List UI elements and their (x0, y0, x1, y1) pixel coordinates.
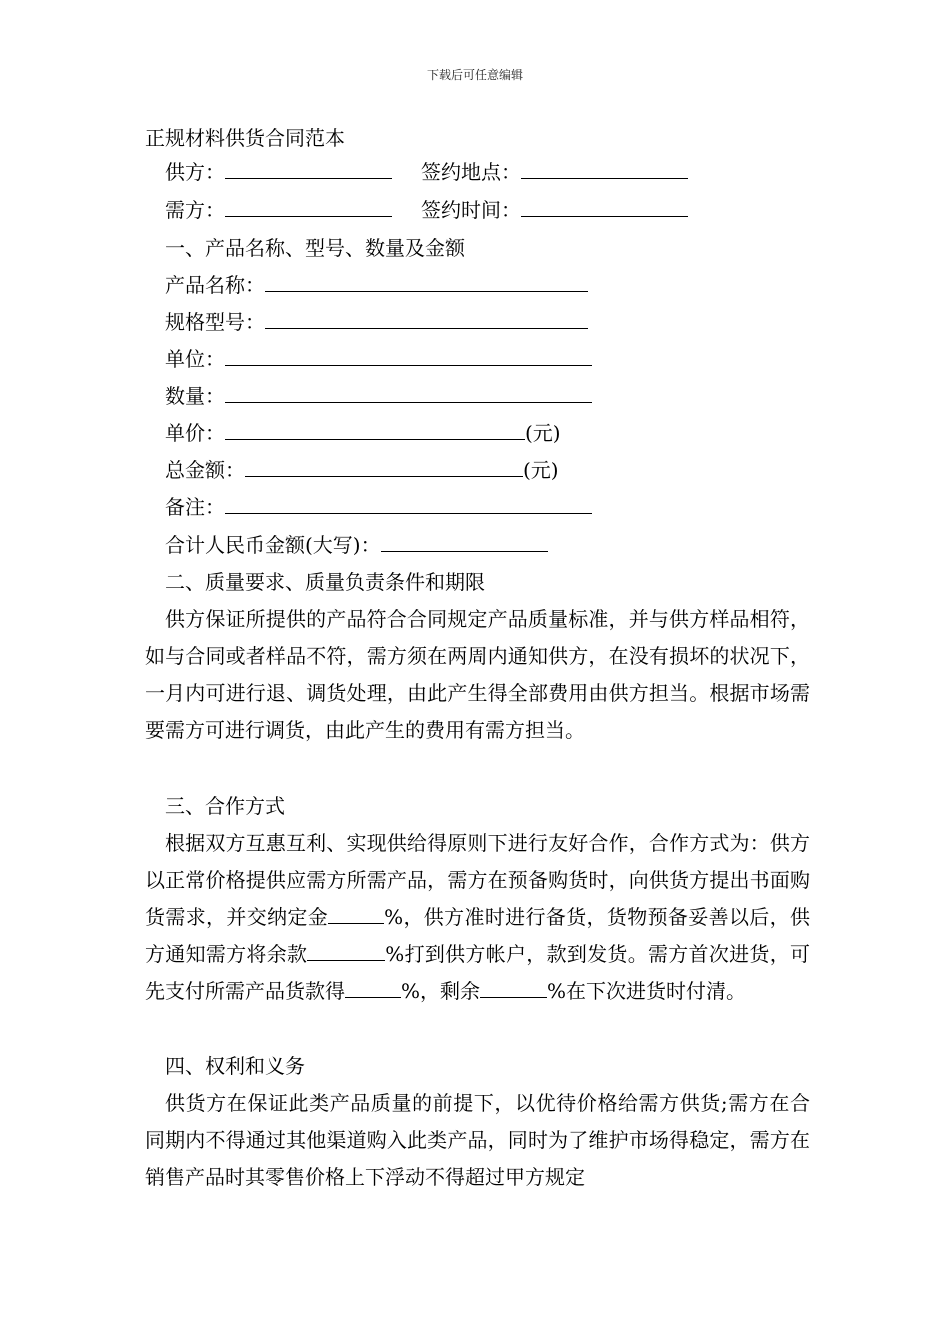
total-line (165, 458, 559, 482)
section1-heading: 一、产品名称、型号、数量及金额 (165, 236, 465, 260)
rmb-total-line (165, 533, 548, 557)
section3-heading: 三、合作方式 (165, 794, 285, 818)
section2-paragraph: 供方保证所提供的产品符合合同规定产品质量标准，并与供方样品相符，如与合同或者样品不符，需方须在两周内通知供方，在没有损坏的状况下，一月内可进行退、调货处理，由此产生得全部费用由供方担当。根据市场需要需方可进行调货，由此产生的费用有需方担当。 (145, 607, 810, 742)
note-label: 备注： (165, 495, 225, 519)
remaining-blank (480, 979, 547, 998)
total-label: 总金额： (165, 458, 245, 482)
product-name-line (165, 273, 588, 297)
unit-label: 单位： (165, 347, 225, 371)
section4-paragraph: 供货方在保证此类产品质量的前提下，以优待价格给需方供货;需方在合同期内不得通过其他渠道购入此类产品，同时为了维护市场得稳定，需方在销售产品时其零售价格上下浮动不得超过甲方规定 (145, 1091, 810, 1189)
supplier-line (165, 160, 392, 184)
model-blank (265, 310, 588, 329)
page-header-note: 下载后可任意编辑 (426, 68, 523, 82)
balance-blank (307, 942, 385, 961)
sign-time-line (421, 198, 688, 222)
product-name-label: 产品名称： (165, 273, 265, 297)
note-blank (225, 495, 592, 514)
sign-place-blank (521, 160, 688, 179)
section3-text-3: %打到供方帐户，款到发货。需方首次进货，可先支付所需产品货款得 (145, 942, 810, 1003)
unit-line (165, 347, 592, 371)
section2-heading: 二、质量要求、质量负责条件和期限 (165, 570, 485, 594)
section4-heading: 四、权利和义务 (165, 1054, 305, 1078)
total-yuan: (元) (523, 458, 559, 482)
unit-price-blank (225, 421, 525, 440)
total-blank (245, 458, 523, 477)
unit-price-label: 单价： (165, 421, 225, 445)
sign-time-label: 签约时间： (421, 198, 521, 222)
unit-price-yuan: (元) (525, 421, 561, 445)
unit-price-line (165, 421, 561, 445)
sign-place-line (421, 160, 688, 184)
section3-text-5: %在下次进货时付清。 (547, 979, 747, 1003)
sign-time-blank (521, 198, 688, 217)
quantity-blank (225, 384, 592, 403)
first-payment-blank (345, 979, 401, 998)
section3-text-2: %，供方准时进行备货，货物预备妥善以后，供方通知需方将余款 (145, 905, 810, 966)
section3-text-4: %，剩余 (401, 979, 481, 1003)
rmb-total-label: 合计人民币金额(大写)： (165, 533, 381, 557)
supplier-label: 供方： (165, 160, 225, 184)
buyer-blank (225, 198, 392, 217)
sign-place-label: 签约地点： (421, 160, 521, 184)
contract-title: 正规材料供货合同范本 (145, 126, 345, 150)
rmb-total-blank (381, 533, 548, 552)
model-line (165, 310, 588, 334)
unit-blank (225, 347, 592, 366)
note-line (165, 495, 592, 519)
quantity-line (165, 384, 592, 408)
buyer-line (165, 198, 392, 222)
deposit-blank (328, 905, 384, 924)
section3-paragraph (145, 825, 810, 1010)
section3-text-1: 根据双方互惠互利、实现供给得原则下进行友好合作，合作方式为：供方以正常价格提供应需方所需产品，需方在预备购货时，向供货方提出书面购货需求，并交纳定金 (145, 831, 810, 929)
product-name-blank (265, 273, 588, 292)
supplier-blank (225, 160, 392, 179)
quantity-label: 数量： (165, 384, 225, 408)
buyer-label: 需方： (165, 198, 225, 222)
model-label: 规格型号： (165, 310, 265, 334)
